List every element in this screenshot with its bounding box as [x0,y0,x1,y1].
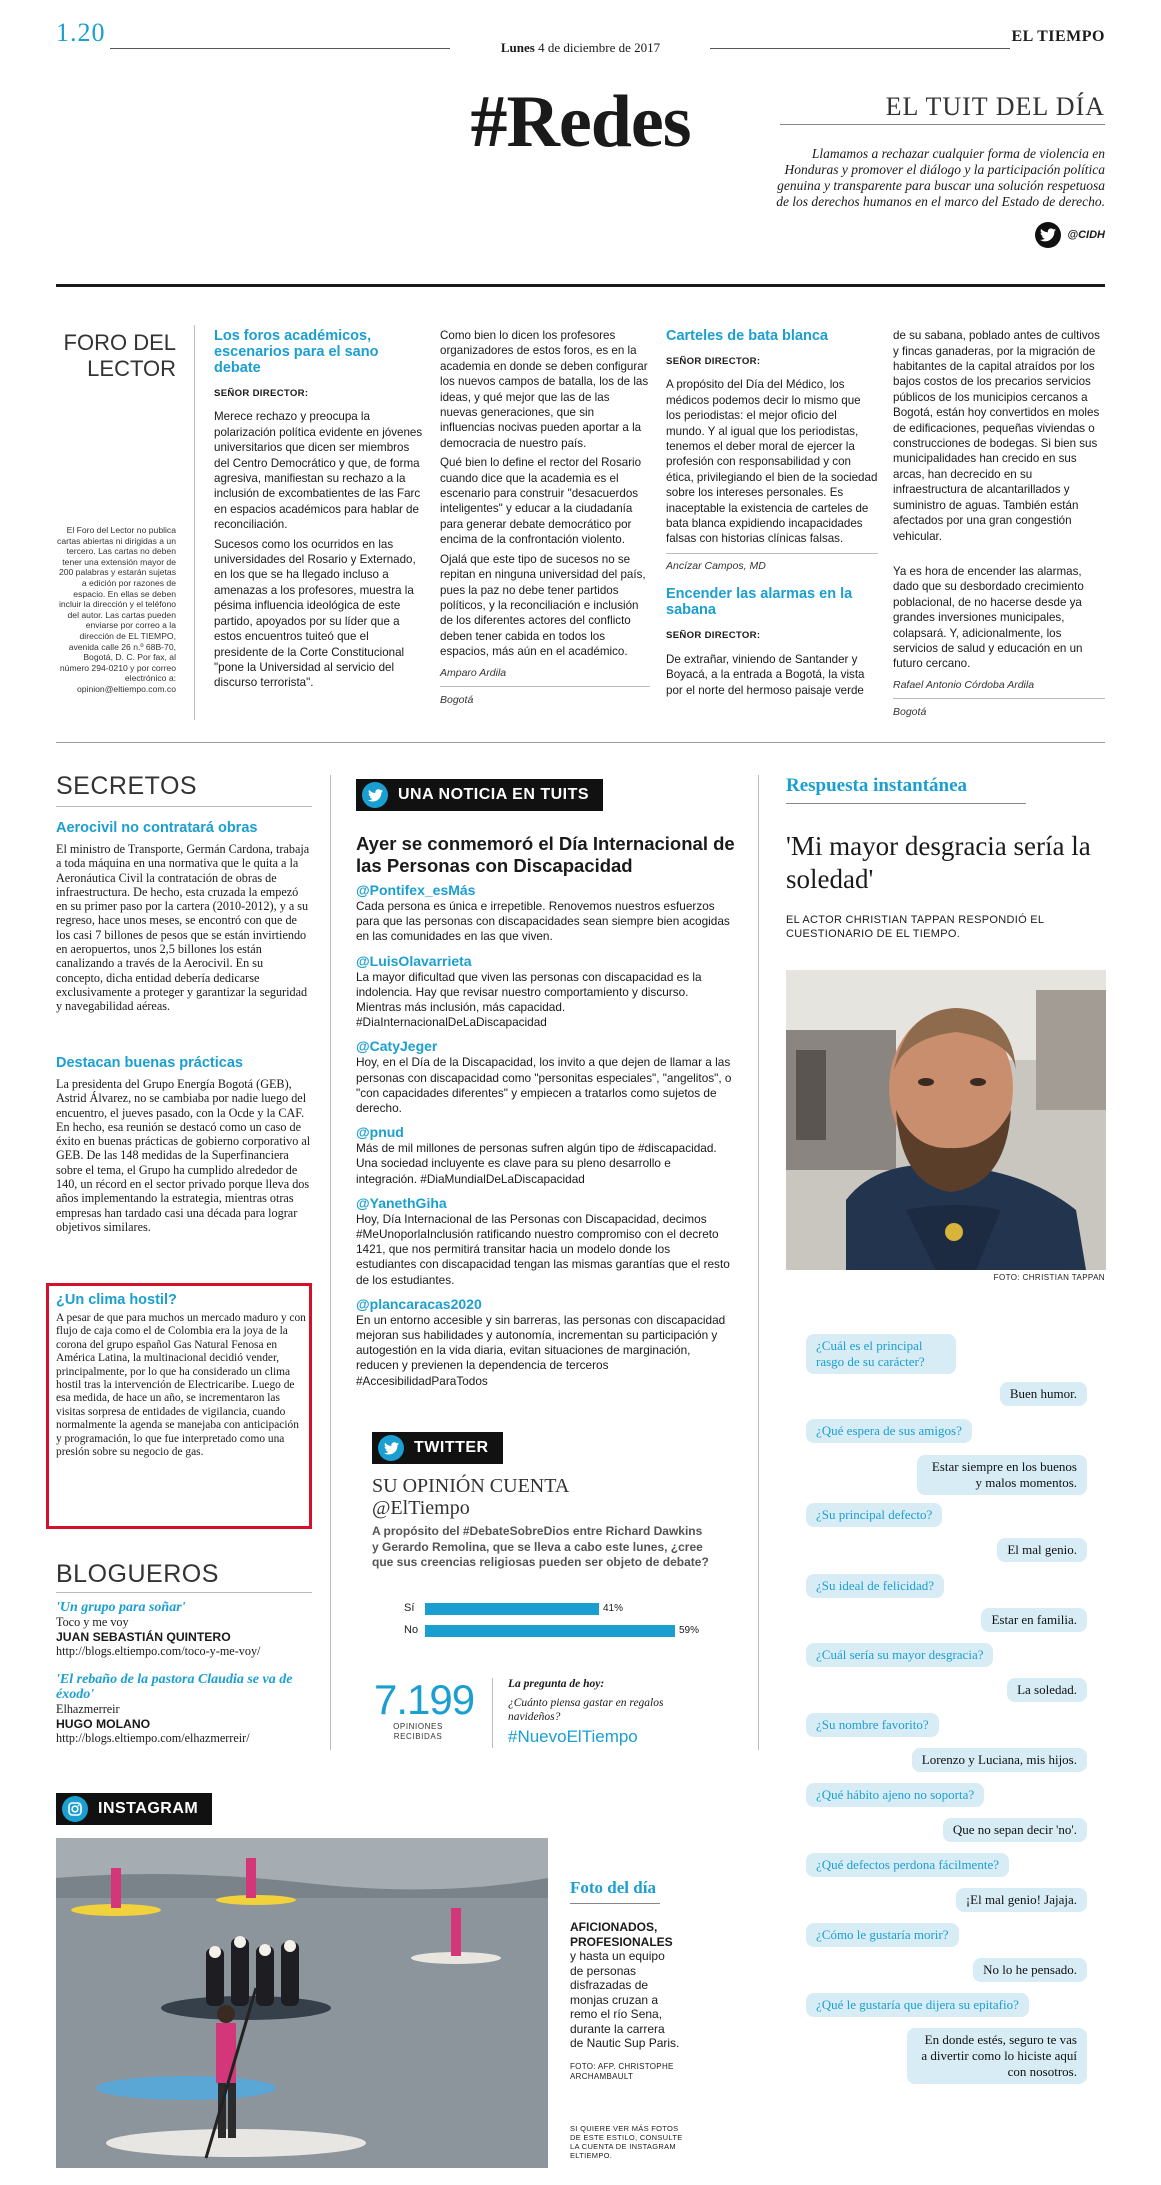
foro-bottom-rule [56,742,1105,743]
tweet-text: Hoy, en el Día de la Discapacidad, los invito a que dejen de llamar a las personas con discapacidad como "personitas especiales", "angelitos", o "con capacidades diferentes" y empiecen a tratarlos como sujetos de derecho. [356,1055,732,1116]
secreto-2-text: La presidenta del Grupo Energía Bogotá (GEB), Astrid Álvarez, no se cambiaba por nadie luego del encuentro, el jueves pasado, con la Ocde y la CAF. En hecho, esa reunión se destacó como un caso de éxito en buenas prácticas de gobierno corporativo al GEB. De las 148 medidas de la Superfinanciera sobre el tema, el Grupo ha cumplido alrededor de 140, un récord en el sector privado porque lleva dos años implementando la estrategia, mientras otras empresas han tardado casi una década para lograr objetivos similares. [56,1077,311,1234]
noticia-headline: Ayer se conmemoró el Día Internacional de las Personas con Discapacidad [356,833,735,876]
tweet-text: La mayor dificultad que viven las personas con discapacidad es la indolencia. Hay que revisar nuestro comportamiento y discurso. Mientras más inclusión, más capacidad. #DiaInternacionalDeLaDiscapacidad [356,969,702,1030]
qa-question: ¿Qué espera de sus amigos? [806,1419,972,1443]
qa-question: ¿Su ideal de felicidad? [806,1574,944,1598]
tweet-user[interactable]: @Pontifex_esMás [356,882,476,898]
foto-caption-bold: AFICIONADOS, PROFESIONALES [570,1920,673,1949]
qa-question: ¿Su nombre favorito? [806,1713,939,1737]
tuit-del-dia-text: Llamamos a rechazar cualquier forma de violencia en Honduras y promover el diálogo y la participación política genuina y transparente para buscar una solución respetuosa de los derechos humanos en el marco del Estado de derecho. [776,146,1105,209]
blog-2-name: Elhazmerreir [56,1702,120,1716]
qa-question: ¿Cuál es el principal rasgo de su carácter? [806,1334,956,1374]
tweet-item [356,1038,732,1116]
tweet-user[interactable]: @YanethGiha [356,1194,447,1211]
qa-answer: Buen humor. [1000,1382,1087,1406]
foto-caption [570,1920,680,2051]
qa-answer: En donde estés, seguro te vas a divertir como lo hiciste aquí con nosotros. [907,2028,1087,2084]
noticia-tuits-tab-label: UNA NOTICIA EN TUITS [398,786,590,803]
blog-2-author: HUGO MOLANO [56,1716,151,1731]
letter-1-col-a [214,328,424,695]
letter-1-p2: Sucesos como los ocurridos en las universidades del Rosario y Externado, en los que se ha llegado incluso a amenazas a los profesores, muestra la pésima influencia ideológica de este partido, apoyados por su líder que a estos encuentros tuiteó que el presidente de la Corte Constitucional "pone la Universidad al servicio del discurso terrorista". [214,537,416,690]
instagram-tab-label: INSTAGRAM [98,1800,199,1817]
poll-count: 7.199 [374,1676,475,1723]
newspaper-name: EL TIEMPO [1011,28,1105,45]
tweet-item [356,953,732,1031]
letter-2-col [666,328,878,702]
photo-credit: FOTO: CHRISTIAN TAPPAN [993,1273,1105,1282]
poll-bar [425,1603,599,1615]
tweet-item [356,1124,732,1187]
tweet-user[interactable]: @LuisOlavarrieta [356,952,472,969]
date-rest: 4 de diciembre de 2017 [538,40,661,55]
qa-question: ¿Cuál sería su mayor desgracia? [806,1643,993,1667]
blog-1-author: JUAN SEBASTIÁN QUINTERO [56,1629,231,1644]
tweet-text: Hoy, Día Internacional de las Personas con Discapacidad, decimos #MeUnoporlaInclusión ratificando nuestro compromiso con el decreto 1421, que nos permitirá transitar hacia un modelo donde los estudiantes con discapacidad tengan las mismas garantías que el resto de los estudiantes. [356,1211,730,1287]
poll-option-label: No [404,1624,419,1636]
secreto-2 [56,1055,312,1234]
twitter-bird-icon [362,782,388,808]
tweet-text: En un entorno accesible y sin barreras, las personas con discapacidad mejoran sus habilidades y autonomía, incrementan su participación y autogestión en la vida diaria, evitan situaciones de marginación, reducen y previenen la dependencia de terceros #AccesibilidadParaTodos [356,1312,726,1388]
qa-answer: El mal genio. [997,1538,1087,1562]
blogueros-rule [56,1592,312,1593]
blog-2-title: 'El rebaño de la pastora Claudia se va de éxodo' [56,1672,293,1702]
poll-bar [425,1625,675,1637]
blog-2-url[interactable]: http://blogs.eltiempo.com/elhazmerreir/ [56,1731,250,1745]
secreto-2-title: Destacan buenas prácticas [56,1055,243,1071]
qa-question: ¿Cómo le gustaría morir? [806,1923,959,1947]
next-question: ¿Cuánto piensa gastar en regalos navideños? [508,1697,664,1723]
letter-1-col-b [440,328,650,708]
twitter-bird-icon [1035,222,1061,248]
letter-3-p2: Ya es hora de encender las alarmas, dado que su desbordado crecimiento poblacional, de no hacerse desde ya grandes inversiones municipales, colapsará. Y, adicionalmente, los servicios de salud y educación en un futuro cercano. [893,565,1084,671]
respuesta-rule [786,803,1026,804]
blog-1-title: 'Un grupo para soñar' [56,1600,186,1615]
letter-3-salutation: SEÑOR DIRECTOR: [666,630,761,642]
poll-question: A propósito del #DebateSobreDios entre Richard Dawkins y Gerardo Remolina, que se lleva a cabo este lunes, ¿cree que sus creencias religiosas pueden ser objeto de debate? [372,1524,709,1569]
letter-1-p1: Merece rechazo y preocupa la polarización política evidente en jóvenes universitarios que dicen ser miembros del Centro Democrático y que, de forma agresiva, manifiestan su rechazo a la inclusión de excombatientes de las Farc en espacios académicos para hablar de reconciliación. [214,410,423,532]
header-divider [56,284,1105,287]
blog-1 [56,1600,312,1659]
letter-3-city: Bogotá [893,706,927,719]
letter-1-title: Los foros académicos, escenarios para el sano debate [214,328,379,376]
page-number: 1.20 [56,18,106,47]
tweet-user[interactable]: @CatyJeger [356,1038,438,1055]
twitter-tab [372,1432,503,1464]
tweet-item [356,882,732,945]
letter-3-author: Rafael Antonio Córdoba Ardila [893,678,1105,699]
instagram-photo [56,1838,548,2168]
foto-del-dia-heading: Foto del día [570,1878,656,1897]
portrait-photo [786,970,1106,1270]
tweet-text: Más de mil millones de personas sufren algún tipo de #discapacidad. Una sociedad incluyente es clave para su pleno desarrollo e integración. #DiaMundialDeLaDiscapacidad [356,1141,717,1186]
blog-2 [56,1672,312,1746]
letter-2-salutation: SEÑOR DIRECTOR: [666,356,761,367]
qa-answer: Que no sepan decir 'no'. [943,1818,1087,1842]
poll-option-label: Sí [404,1602,415,1614]
secreto-1-title: Aerocivil no contratará obras [56,820,258,836]
twitter-tab-label: TWITTER [414,1439,489,1456]
letter-2-p1: A propósito del Día del Médico, los médicos podemos decir lo mismo que los periodistas: el mejor oficio del mundo. Y al igual que los periodistas, tenemos el deber moral de ejercer la profesión con responsabilidad y con ética, privilegiando el bien de la sociedad sobre los intereses personales. Es inaceptable la existencia de carteles de bata blanca expidiendo incapacidades falsas con historias clínicas falsas. [666,378,878,546]
letter-1-p4: Qué bien lo define el rector del Rosario cuando dice que la academia es el escenario para construir "desacuerdos inteligentes" y educar a la ciudadanía para generar debate democrático por encima de la confrontación violento. [440,456,642,547]
secreto-3 [56,1292,306,1459]
header-rule-right [710,48,1010,49]
poll-count-label: OPINIONES RECIBIDAS [393,1722,443,1741]
letter-1-city: Bogotá [440,693,474,706]
poll-handle: @ElTiempo [372,1497,470,1519]
twitter-bird-icon [378,1435,404,1461]
letter-1-p5: Ojalá que este tipo de sucesos no se repitan en ninguna universidad del país, pues la paz no debe tener partidos políticos, y la reconciliación e inclusión de los diferentes actores del conflicto deben tener cabida en todos los espacios, más aún en el académico. [440,552,646,659]
tweet-item [356,1296,732,1389]
tuit-rule [780,124,1105,125]
secreto-3-text: A pesar de que para muchos un mercado maduro y con flujo de caja como el de Colombia era la joya de la corona del grupo español Gas Natural Fenosa en América Latina, la multinacional decidió vender, principalmente, por lo que ha considerado un clima hostil tras la intervención de Electricaribe. Luego de esa medida, de hace un año, se incrementaron las visitas sorpresa de entidades de vigilancia, cuando normalmente la agenda se manejaba con anticipación y programación, lo que fue interpretado como una presión sobre su negocio de gas. [56,1312,306,1459]
letter-2-author: Ancízar Campos, MD [666,553,878,574]
letter-1-p3: Como bien lo dicen los profesores organizadores de estos foros, es en la academia en donde se deben configurar los nuevos campos de batalla, los de las ideas, y qué mejor que las de las nuevas generaciones, que sin influencias nocivas pueden aportar a la democracia de nuestro país. [440,329,649,450]
foto-credit: FOTO: AFP. CHRISTOPHE ARCHAMBAULT [570,2062,674,2081]
secretos-title: SECRETOS [56,772,198,800]
qa-answer: Lorenzo y Luciana, mis hijos. [912,1748,1087,1772]
hashtag-link[interactable]: #NuevoElTiempo [508,1727,638,1746]
respuesta-heading: Respuesta instantánea [786,775,968,796]
qa-question: ¿Qué defectos perdona fácilmente? [806,1853,1009,1877]
tweet-user[interactable]: @plancaracas2020 [356,1295,482,1312]
poll-bar-value: 41% [603,1603,624,1614]
foro-vrule [194,325,195,720]
tweet-text: Cada persona es única e irrepetible. Renovemos nuestros esfuerzos para que las personas con discapacidades sean siempre bien acogidas en las comunidades en las que viven. [356,899,730,944]
respuesta-subtitle: EL ACTOR CHRISTIAN TAPPAN RESPONDIÓ EL CUESTIONARIO DE EL TIEMPO. [786,914,1044,940]
blog-1-url[interactable]: http://blogs.eltiempo.com/toco-y-me-voy/ [56,1644,261,1658]
blog-1-name: Toco y me voy [56,1615,129,1629]
date-day: Lunes [500,40,535,55]
letter-3-col [893,328,1105,721]
qa-question: ¿Qué le gustaría que dijera su epitafio? [806,1993,1029,2017]
poll-title-text: SU OPINIÓN CUENTA [372,1475,570,1497]
tweet-list [356,882,732,1397]
letter-1-salutation: SEÑOR DIRECTOR: [214,388,309,399]
tuit-del-dia-handle [1035,222,1105,248]
section-title: #Redes [470,81,691,163]
instagram-tab [56,1793,212,1825]
letter-3-p1-cont: de su sabana, poblado antes de cultivos y fincas ganaderas, por la migración de habitantes de la capital atraídos por los bajos costos de los precarios servicios públicos de los municipios cercanos a Bogotá, están hoy convertidos en moles de edificaciones, pequeñas viviendas o construcciones de bodegas. Si bien sus municipalidades han crecido en sus arcas, han decrecido en su infraestructura de alcantarillados y suministro de aguas. También están afectados por una gran congestión vehicular. [893,329,1100,543]
instagram-icon [62,1796,88,1822]
next-question-heading: La pregunta de hoy: [508,1678,605,1690]
qa-answer: La soledad. [1007,1678,1087,1702]
letter-3-title: Encender las alarmas en la sabana [666,586,853,619]
qa-answer: Estar en familia. [981,1608,1087,1632]
blogueros-title: BLOGUEROS [56,1560,219,1588]
letter-2-title: Carteles de bata blanca [666,328,828,344]
secreto-1-text: El ministro de Transporte, Germán Cardona, trabaja a toda máquina en una normativa que le quita a la Aeronáutica Civil la contratación de obras de infraestructura. De hecho, esta cruzada la empezó en su primer paso por la cartera (2010-2012), y a su regreso, hace unos meses, se encontró con que de los casi 7 billones de pesos que se están invirtiendo en aeropuertos, unos 2,5 billones los están canalizando a través de la Aerocivil. En su concepto, dicha entidad debería dedicarse exclusivamente a proteger y garantizar la seguridad y navegabilidad aéreas. [56,842,310,1014]
instagram-more: SI QUIERE VER MÁS FOTOS DE ESTE ESTILO, CONSULTE LA CUENTA DE INSTAGRAM ELTIEMPO. [570,2124,683,2160]
poll-bar-value: 59% [679,1625,700,1636]
qa-answer: Estar siempre en los buenos y malos momentos. [917,1455,1087,1495]
qa-answer: No lo he pensado. [973,1958,1087,1982]
foto-caption-text: y hasta un equipo de personas disfrazadas de monjas cruzan a remo el río Sena, durante la carrera de Nautic Sup Paris. [570,1949,680,2050]
col-divider-left [330,775,331,1750]
secreto-1 [56,820,312,1014]
secreto-3-title: ¿Un clima hostil? [56,1292,177,1308]
noticia-tuits-tab [356,779,603,811]
qa-question: ¿Su principal defecto? [806,1503,942,1527]
foto-rule [570,1903,660,1904]
letter-1-author: Amparo Ardila [440,666,650,687]
secretos-rule [56,806,312,807]
col-divider-right [758,775,759,1750]
poll-divider [492,1678,493,1748]
tweet-item [356,1195,732,1288]
respuesta-title: 'Mi mayor desgracia sería la soledad' [786,831,1091,894]
tuit-del-dia-heading: EL TUIT DEL DÍA [885,92,1105,121]
tuit-handle-text: @CIDH [1067,229,1105,241]
foro-title: FORO DEL LECTOR [63,330,176,381]
foro-note: El Foro del Lector no publica cartas abiertas ni dirigidas a un tercero. Las cartas no deben tener una extensión mayor de 200 palabras y estarán sujetas a edición por razones de espacio. En ellas se deben incluir la dirección y el teléfono del autor. Las cartas pueden enviarse por correo a la dirección de EL TIEMPO, avenida calle 26 n.º 68B-70, Bogotá, D. C. Por fax, al número 294-0210 y por correo electrónico a: opinion@eltiempo.com.co [57,525,176,694]
qa-answer: ¡El mal genio! Jajaja. [956,1888,1087,1912]
poll-title [372,1475,569,1519]
tweet-user[interactable]: @pnud [356,1124,404,1141]
letter-3-p1a: De extrañar, viniendo de Santander y Boyacá, a la entrada a Bogotá, la vista por el norte del hermoso paisaje verde [666,652,865,697]
qa-question: ¿Qué hábito ajeno no soporta? [806,1783,984,1807]
